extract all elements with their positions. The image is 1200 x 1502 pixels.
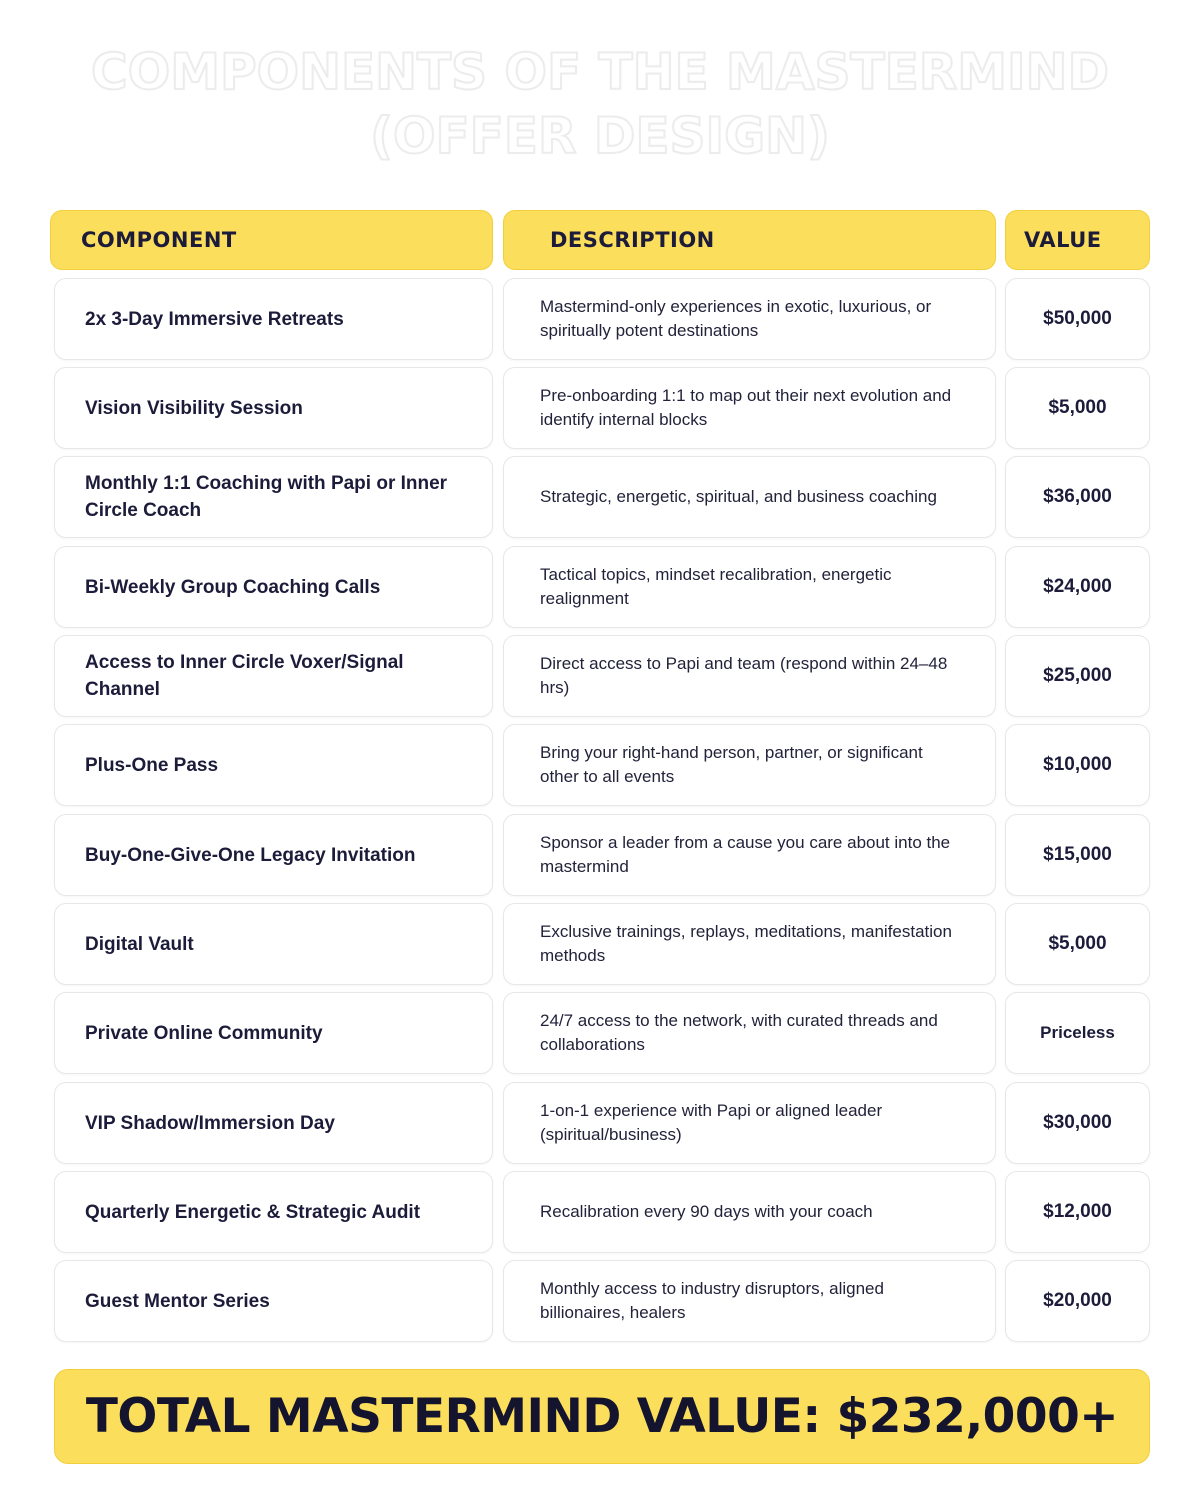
table-row xyxy=(50,546,1150,628)
table-row xyxy=(50,1082,1150,1164)
table-row xyxy=(50,1260,1150,1342)
component-value: $36,000 xyxy=(1005,456,1150,538)
component-description: Monthly access to industry disruptors, aligned billionaires, healers xyxy=(503,1260,996,1342)
component-name: Buy-One-Give-One Legacy Invitation xyxy=(54,814,493,896)
component-value: $10,000 xyxy=(1005,724,1150,806)
page-title xyxy=(0,40,1200,168)
table-row xyxy=(50,724,1150,806)
component-name: Monthly 1:1 Coaching with Papi or Inner Circle Coach xyxy=(54,456,493,538)
table-row xyxy=(50,367,1150,449)
component-description: Direct access to Papi and team (respond within 24–48 hrs) xyxy=(503,635,996,717)
table-row xyxy=(50,278,1150,360)
component-value: $24,000 xyxy=(1005,546,1150,628)
table-row xyxy=(50,992,1150,1074)
column-header-value: VALUE xyxy=(1005,210,1150,270)
component-description: Recalibration every 90 days with your coach xyxy=(503,1171,996,1253)
component-value: $5,000 xyxy=(1005,367,1150,449)
component-description: Tactical topics, mindset recalibration, energetic realignment xyxy=(503,546,996,628)
table-row xyxy=(50,903,1150,985)
component-name: Access to Inner Circle Voxer/Signal Channel xyxy=(54,635,493,717)
component-description: Bring your right-hand person, partner, or significant other to all events xyxy=(503,724,996,806)
component-value: $5,000 xyxy=(1005,903,1150,985)
component-description: Exclusive trainings, replays, meditations, manifestation methods xyxy=(503,903,996,985)
component-description: 1-on-1 experience with Papi or aligned leader (spiritual/business) xyxy=(503,1082,996,1164)
component-name: VIP Shadow/Immersion Day xyxy=(54,1082,493,1164)
component-description: Mastermind-only experiences in exotic, luxurious, or spiritually potent destinations xyxy=(503,278,996,360)
component-description: 24/7 access to the network, with curated threads and collaborations xyxy=(503,992,996,1074)
component-value: $30,000 xyxy=(1005,1082,1150,1164)
total-value-banner: TOTAL MASTERMIND VALUE: $232,000+ xyxy=(54,1369,1150,1464)
component-value: $50,000 xyxy=(1005,278,1150,360)
component-name: Quarterly Energetic & Strategic Audit xyxy=(54,1171,493,1253)
component-name: Digital Vault xyxy=(54,903,493,985)
page-title-line-2: (OFFER DESIGN) xyxy=(370,107,830,165)
table-row xyxy=(50,635,1150,717)
component-value: Priceless xyxy=(1005,992,1150,1074)
component-value: $25,000 xyxy=(1005,635,1150,717)
component-description: Pre-onboarding 1:1 to map out their next evolution and identify internal blocks xyxy=(503,367,996,449)
table-row xyxy=(50,456,1150,538)
component-value: $15,000 xyxy=(1005,814,1150,896)
table-row xyxy=(50,1171,1150,1253)
page-title-line-1: COMPONENTS OF THE MASTERMIND xyxy=(91,43,1109,101)
component-description: Sponsor a leader from a cause you care about into the mastermind xyxy=(503,814,996,896)
component-value: $12,000 xyxy=(1005,1171,1150,1253)
component-name: 2x 3-Day Immersive Retreats xyxy=(54,278,493,360)
column-header-component: COMPONENT xyxy=(50,210,493,270)
column-header-description: DESCRIPTION xyxy=(503,210,996,270)
component-name: Bi-Weekly Group Coaching Calls xyxy=(54,546,493,628)
component-name: Plus-One Pass xyxy=(54,724,493,806)
component-name: Vision Visibility Session xyxy=(54,367,493,449)
component-description: Strategic, energetic, spiritual, and business coaching xyxy=(503,456,996,538)
component-name: Guest Mentor Series xyxy=(54,1260,493,1342)
component-name: Private Online Community xyxy=(54,992,493,1074)
table-row xyxy=(50,814,1150,896)
component-value: $20,000 xyxy=(1005,1260,1150,1342)
